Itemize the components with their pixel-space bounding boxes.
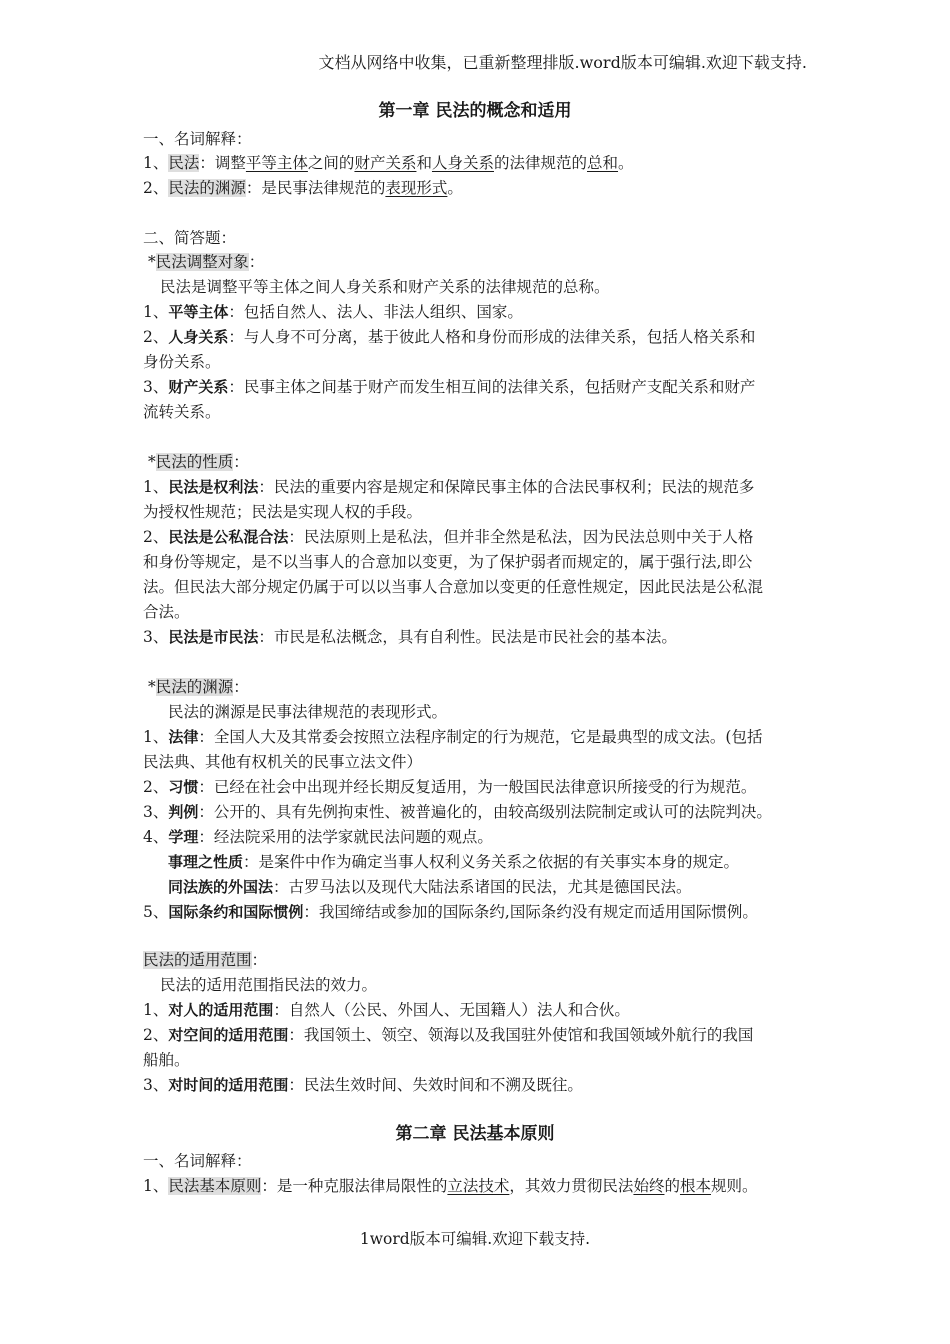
list-item: 2、民法是公私混合法：民法原则上是私法，但并非全然是私法，因为民法总则中关于人格 <box>143 528 754 546</box>
term: 民法基本原则 <box>168 1177 262 1195</box>
list-item-cont: 船舶。 <box>143 1051 190 1069</box>
term-definition: 1、民法：调整平等主体之间的财产关系和人身关系的法律规范的总和。 <box>143 154 634 172</box>
sub-item: 同法族的外国法：古罗马法以及现代大陆法系诸国的民法，尤其是德国民法。 <box>168 878 692 896</box>
chapter-1-title: 第一章 民法的概念和适用 <box>378 101 572 121</box>
section-heading: 一、名词解释： <box>143 130 252 148</box>
page-header: 文档从网络中收集，已重新整理排版.word版本可编辑.欢迎下载支持. <box>318 53 807 72</box>
list-item-cont: 流转关系。 <box>143 403 221 421</box>
list-item-cont: 合法。 <box>143 603 190 621</box>
list-item-cont: 法。但民法大部分规定仍属于可以以当事人合意加以变更的任意性规定，因此民法是公私混 <box>143 578 764 596</box>
section-heading: 一、名词解释： <box>143 1152 252 1170</box>
sub-item: 事理之性质：是案件中作为确定当事人权利义务关系之依据的有关事实本身的规定。 <box>168 853 740 871</box>
section-heading: 二、简答题： <box>143 229 237 247</box>
list-item-cont: 身份关系。 <box>143 353 221 371</box>
page-footer: 1word版本可编辑.欢迎下载支持. <box>359 1230 591 1248</box>
term-definition: 1、民法基本原则：是一种克服法律局限性的立法技术，其效力贯彻民法始终的根本规则。 <box>143 1177 758 1195</box>
term-definition: 2、民法的渊源：是民事法律规范的表现形式。 <box>143 179 463 197</box>
list-item-cont: 民法典、其他有权机关的民事立法文件） <box>143 753 423 771</box>
list-item-cont: 和身份等规定，是不以当事人的合意加以变更，为了保护弱者而规定的，属于强行法,即公 <box>143 553 753 571</box>
list-item: 1、对人的适用范围：自然人（公民、外国人、无国籍人）法人和合伙。 <box>143 1001 630 1019</box>
question-heading: 民法的适用范围： <box>143 951 268 969</box>
paragraph: 民法的适用范围指民法的效力。 <box>160 976 378 994</box>
question-heading: *民法调整对象： <box>148 253 265 271</box>
chapter-2-title: 第二章 民法基本原则 <box>395 1124 555 1144</box>
question-heading: *民法的性质： <box>148 453 249 471</box>
list-item: 4、学理：经法院采用的法学家就民法问题的观点。 <box>143 828 493 846</box>
list-item: 1、法律：全国人大及其常委会按照立法程序制定的行为规范，它是最典型的成文法。(包括 <box>143 728 763 746</box>
paragraph: 民法是调整平等主体之间人身关系和财产关系的法律规范的总称。 <box>160 278 610 296</box>
term: 民法 <box>168 154 200 172</box>
list-item: 3、对时间的适用范围：民法生效时间、失效时间和不溯及既往。 <box>143 1076 583 1094</box>
list-item-cont: 为授权性规范；民法是实现人权的手段。 <box>143 503 423 521</box>
paragraph: 民法的渊源是民事法律规范的表现形式。 <box>168 703 448 721</box>
list-item: 2、人身关系：与人身不可分离，基于彼此人格和身份而形成的法律关系，包括人格关系和 <box>143 328 756 346</box>
list-item: 1、平等主体：包括自然人、法人、非法人组织、国家。 <box>143 303 523 321</box>
list-item: 5、国际条约和国际惯例：我国缔结或参加的国际条约,国际条约没有规定而适用国际惯例。 <box>143 903 758 921</box>
list-item: 3、财产关系：民事主体之间基于财产而发生相互间的法律关系，包括财产支配关系和财产 <box>143 378 756 396</box>
term: 民法的渊源 <box>168 179 246 197</box>
list-item: 2、对空间的适用范围：我国领土、领空、领海以及我国驻外使馆和我国领域外航行的我国 <box>143 1026 754 1044</box>
question-heading: *民法的渊源： <box>148 678 249 696</box>
list-item: 3、民法是市民法：市民是私法概念，具有自利性。民法是市民社会的基本法。 <box>143 628 677 646</box>
list-item: 1、民法是权利法：民法的重要内容是规定和保障民事主体的合法民事权利；民法的规范多 <box>143 478 755 496</box>
list-item: 2、习惯：已经在社会中出现并经长期反复适用，为一般国民法律意识所接受的行为规范。 <box>143 778 757 796</box>
list-item: 3、判例：公开的、具有先例拘束性、被普遍化的，由较高级别法院制定或认可的法院判决。 <box>143 803 772 821</box>
